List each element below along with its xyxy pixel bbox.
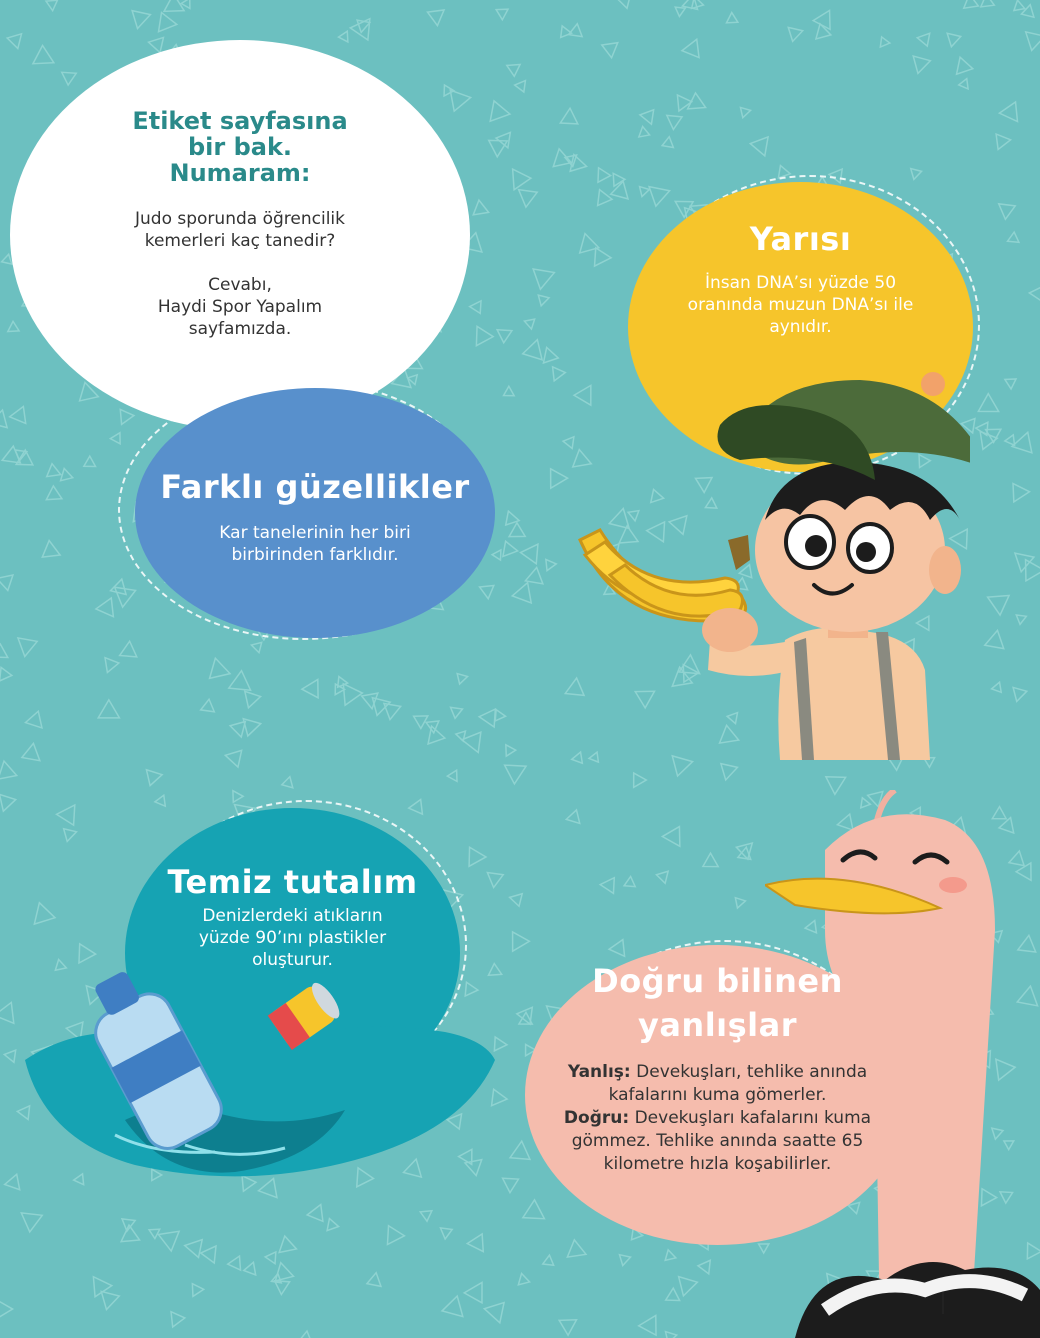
pattern-triangle	[600, 873, 621, 893]
pattern-triangle	[155, 793, 169, 806]
pattern-triangle	[616, 1250, 631, 1265]
pattern-triangle	[440, 82, 454, 96]
pattern-triangle	[697, 1259, 710, 1274]
pattern-triangle	[105, 656, 120, 673]
pattern-triangle	[202, 658, 230, 686]
ocean-fact-title: Temiz tutalım	[167, 863, 418, 901]
pattern-triangle	[426, 716, 443, 733]
pattern-triangle	[666, 1288, 684, 1306]
quiz-answer-line: Cevabı,	[208, 275, 272, 295]
pattern-triangle	[19, 1213, 42, 1233]
pattern-triangle	[142, 770, 162, 788]
pattern-triangle	[1013, 611, 1026, 624]
pattern-triangle	[639, 1315, 665, 1338]
pattern-triangle	[98, 700, 119, 718]
pattern-triangle	[46, 485, 62, 499]
quiz-title	[132, 108, 347, 186]
pattern-triangle	[442, 1293, 468, 1316]
pattern-triangle	[580, 234, 602, 258]
pattern-triangle	[32, 45, 54, 64]
pattern-triangle	[19, 743, 40, 766]
pattern-triangle	[553, 365, 567, 380]
pattern-triangle	[152, 9, 176, 32]
pattern-triangle	[424, 4, 444, 25]
pattern-triangle	[726, 13, 740, 28]
pattern-triangle	[343, 682, 363, 705]
pattern-triangle	[126, 4, 151, 29]
quiz-bubble	[10, 40, 470, 430]
pattern-triangle	[543, 347, 559, 365]
pattern-triangle	[1020, 5, 1034, 21]
pattern-triangle	[187, 1280, 204, 1296]
pattern-triangle	[988, 586, 1016, 615]
pattern-triangle	[501, 386, 514, 400]
pattern-triangle	[380, 1221, 404, 1244]
pattern-triangle	[185, 1240, 208, 1261]
pattern-triangle	[61, 468, 75, 483]
boy-with-bananas-illustration	[570, 370, 970, 760]
wrong-label: Yanlış:	[567, 1062, 631, 1082]
pattern-triangle	[114, 405, 134, 424]
banana-fact-title: Yarısı	[749, 220, 852, 258]
snowflake-fact-text: Kar tanelerinin her biri birbirinden farklıdır.	[219, 523, 411, 565]
pattern-triangle	[520, 543, 538, 564]
pattern-triangle	[86, 1277, 112, 1302]
pattern-triangle	[34, 903, 57, 929]
pattern-triangle	[0, 410, 14, 434]
pattern-triangle	[365, 1273, 381, 1291]
pattern-triangle	[493, 4, 508, 19]
right-label: Doğru:	[563, 1108, 630, 1128]
pattern-triangle	[990, 129, 1011, 149]
ocean-fact-text: Denizlerdeki atıkların yüzde 90’ını plastikler oluşturur.	[198, 906, 387, 970]
pattern-triangle	[560, 108, 582, 131]
pattern-triangle	[18, 632, 41, 656]
pattern-triangle	[302, 679, 326, 702]
quiz-title-line: Etiket sayfasına	[132, 107, 348, 135]
pattern-triangle	[510, 894, 526, 908]
pattern-triangle	[265, 1249, 281, 1264]
pattern-triangle	[115, 580, 140, 607]
pattern-triangle	[496, 330, 512, 344]
pattern-triangle	[37, 541, 60, 565]
pattern-triangle	[655, 869, 668, 883]
wrong-text: Devekuşları, tehlike anında kafalarını kuma gömerler.	[608, 1062, 868, 1105]
pattern-triangle	[120, 641, 142, 664]
pattern-triangle	[5, 31, 21, 49]
pattern-triangle	[913, 52, 933, 73]
pattern-triangle	[506, 744, 516, 756]
pattern-triangle	[715, 757, 737, 780]
pattern-triangle	[59, 824, 76, 842]
pattern-triangle	[599, 37, 618, 57]
pattern-triangle	[275, 1275, 293, 1294]
pattern-triangle	[565, 1238, 586, 1257]
pattern-triangle	[118, 1213, 135, 1231]
quiz-answer-line: sayfamızda.	[188, 319, 292, 339]
pattern-triangle	[480, 580, 499, 599]
pattern-triangle	[662, 1332, 676, 1338]
pattern-triangle	[566, 808, 583, 823]
pattern-triangle	[639, 127, 652, 141]
quiz-question: Judo sporunda öğrencilik kemerleri kaç tanedir?	[135, 209, 345, 251]
pattern-triangle	[999, 198, 1019, 219]
pattern-triangle	[518, 1273, 531, 1287]
pattern-triangle	[491, 710, 506, 725]
pattern-triangle	[682, 39, 706, 63]
quiz-title-line: bir bak.	[187, 133, 293, 161]
pattern-triangle	[640, 105, 659, 124]
pattern-triangle	[280, 777, 292, 791]
quiz-answer-line: Haydi Spor Yapalım	[157, 297, 323, 317]
pattern-triangle	[981, 0, 997, 12]
pattern-triangle	[307, 1204, 330, 1226]
pattern-triangle	[8, 321, 22, 336]
pattern-triangle	[661, 1250, 675, 1265]
pattern-triangle	[251, 639, 265, 653]
pattern-triangle	[504, 765, 526, 784]
pattern-triangle	[301, 1330, 312, 1338]
quiz-title-line: Numaram:	[169, 159, 311, 187]
pattern-triangle	[327, 1218, 340, 1232]
pattern-triangle	[447, 770, 457, 781]
pattern-triangle	[1022, 32, 1040, 53]
pattern-triangle	[228, 791, 243, 805]
pattern-triangle	[555, 1313, 577, 1336]
pattern-triangle	[510, 1141, 536, 1167]
pattern-triangle	[200, 1245, 216, 1263]
pattern-triangle	[487, 867, 506, 887]
pattern-triangle	[520, 340, 542, 364]
pattern-triangle	[229, 670, 253, 691]
pattern-triangle	[0, 575, 16, 592]
pattern-triangle	[813, 10, 838, 34]
pattern-triangle	[526, 261, 554, 290]
pattern-triangle	[201, 698, 216, 711]
pattern-triangle	[523, 1199, 545, 1218]
quiz-answer	[110, 274, 370, 340]
pattern-triangle	[10, 403, 32, 423]
pattern-triangle	[171, 1310, 186, 1327]
pattern-triangle	[225, 744, 248, 767]
snowflake-fact-bubble	[135, 388, 495, 638]
pattern-triangle	[515, 81, 530, 95]
pattern-triangle	[5, 1172, 25, 1190]
pattern-triangle	[541, 556, 556, 571]
pattern-triangle	[556, 26, 571, 41]
pattern-triangle	[81, 456, 96, 471]
pattern-triangle	[453, 670, 467, 684]
pattern-triangle	[276, 1234, 296, 1252]
pattern-triangle	[1008, 232, 1020, 243]
pattern-triangle	[510, 583, 531, 606]
pattern-triangle	[4, 1046, 20, 1062]
pattern-triangle	[154, 1225, 179, 1251]
pattern-triangle	[999, 98, 1024, 122]
pattern-triangle	[1012, 432, 1040, 459]
page-edge-mark	[942, 1292, 944, 1314]
pattern-triangle	[627, 769, 646, 787]
pattern-triangle	[543, 1255, 557, 1270]
pattern-triangle	[877, 35, 890, 47]
pattern-triangle	[525, 566, 545, 584]
pattern-triangle	[992, 682, 1006, 695]
banana-fact-text: İnsan DNA’sı yüzde 50 oranında muzun DNA’sı ile aynıdır.	[687, 273, 914, 337]
pattern-triangle	[542, 464, 567, 488]
pattern-triangle	[958, 79, 968, 90]
pattern-triangle	[699, 853, 718, 873]
pattern-triangle	[917, 33, 933, 48]
pattern-triangle	[911, 166, 923, 180]
pattern-triangle	[609, 936, 631, 956]
pattern-triangle	[455, 729, 466, 741]
pattern-triangle	[737, 104, 751, 118]
pattern-triangle	[1013, 684, 1028, 701]
pattern-triangle	[731, 894, 745, 908]
pattern-triangle	[675, 4, 687, 17]
pattern-triangle	[504, 927, 529, 951]
pattern-triangle	[163, 0, 184, 11]
pattern-triangle	[45, 463, 61, 477]
pattern-triangle	[0, 1300, 13, 1318]
right-text: Devekuşları kafalarını kuma gömmez. Tehlike anında saatte 65 kilometre hızla koşabilirler.	[571, 1108, 872, 1174]
pattern-triangle	[0, 761, 17, 786]
pattern-triangle	[973, 394, 999, 421]
pattern-triangle	[473, 200, 491, 220]
pattern-triangle	[61, 72, 76, 85]
pattern-triangle	[985, 630, 1010, 656]
pattern-triangle	[245, 688, 263, 708]
pattern-triangle	[228, 718, 245, 737]
pattern-triangle	[513, 168, 532, 190]
pattern-triangle	[1005, 478, 1029, 501]
pattern-triangle	[1029, 286, 1040, 304]
pattern-triangle	[467, 1230, 490, 1252]
pattern-triangle	[598, 190, 613, 208]
pattern-triangle	[461, 843, 486, 867]
pattern-triangle	[449, 707, 462, 719]
pattern-triangle	[46, 0, 61, 11]
pattern-triangle	[662, 822, 688, 847]
plastic-bottle-in-water-illustration	[25, 940, 500, 1190]
pattern-triangle	[410, 710, 428, 729]
pattern-triangle	[624, 876, 638, 891]
pattern-triangle	[495, 130, 511, 147]
pattern-triangle	[484, 97, 510, 121]
pattern-triangle	[785, 27, 802, 43]
pattern-triangle	[110, 433, 125, 447]
pattern-triangle	[587, 244, 611, 266]
pattern-triangle	[534, 291, 549, 306]
ostrich-title-line: Doğru bilinen	[592, 962, 843, 1000]
pattern-triangle	[660, 137, 673, 151]
pattern-triangle	[503, 1172, 523, 1193]
pattern-triangle	[509, 523, 525, 537]
pattern-triangle	[964, 0, 981, 13]
pattern-triangle	[479, 704, 503, 727]
pattern-triangle	[243, 1262, 256, 1277]
pattern-triangle	[0, 1002, 22, 1029]
ostrich-fact-text	[563, 1061, 873, 1176]
pattern-triangle	[524, 315, 538, 329]
pattern-triangle	[598, 168, 611, 183]
pattern-triangle	[484, 1296, 512, 1323]
pattern-triangle	[350, 19, 377, 45]
pattern-triangle	[507, 64, 521, 76]
pattern-triangle	[667, 110, 686, 130]
pattern-triangle	[464, 1282, 491, 1308]
ostrich-fact-title	[592, 959, 843, 1047]
pattern-triangle	[420, 1211, 433, 1222]
pattern-triangle	[409, 797, 428, 815]
snowflake-fact-title: Farklı güzellikler	[160, 468, 470, 506]
pattern-triangle	[228, 1256, 247, 1274]
ostrich-title-line: yanlışlar	[637, 1006, 798, 1044]
pattern-triangle	[14, 450, 27, 462]
pattern-triangle	[470, 301, 486, 316]
pattern-triangle	[749, 134, 768, 156]
pattern-triangle	[57, 805, 83, 830]
pattern-triangle	[440, 1224, 454, 1239]
pattern-triangle	[957, 57, 975, 77]
pattern-triangle	[25, 709, 46, 728]
pattern-triangle	[679, 1273, 700, 1296]
pattern-triangle	[492, 550, 501, 560]
pattern-triangle	[1005, 374, 1019, 389]
pattern-triangle	[96, 594, 120, 617]
pattern-triangle	[338, 31, 348, 42]
pattern-triangle	[0, 791, 18, 811]
pattern-triangle	[617, 0, 630, 8]
pattern-triangle	[0, 644, 8, 658]
pattern-triangle	[0, 667, 13, 682]
pattern-triangle	[462, 726, 489, 753]
pattern-triangle	[500, 511, 519, 530]
banana-bunch-icon	[580, 530, 750, 621]
pattern-triangle	[738, 847, 755, 864]
ostrich-fact-bubble	[525, 945, 910, 1245]
pattern-triangle	[353, 15, 370, 32]
pattern-triangle	[519, 183, 541, 207]
pattern-triangle	[476, 326, 493, 346]
pattern-triangle	[947, 30, 963, 47]
